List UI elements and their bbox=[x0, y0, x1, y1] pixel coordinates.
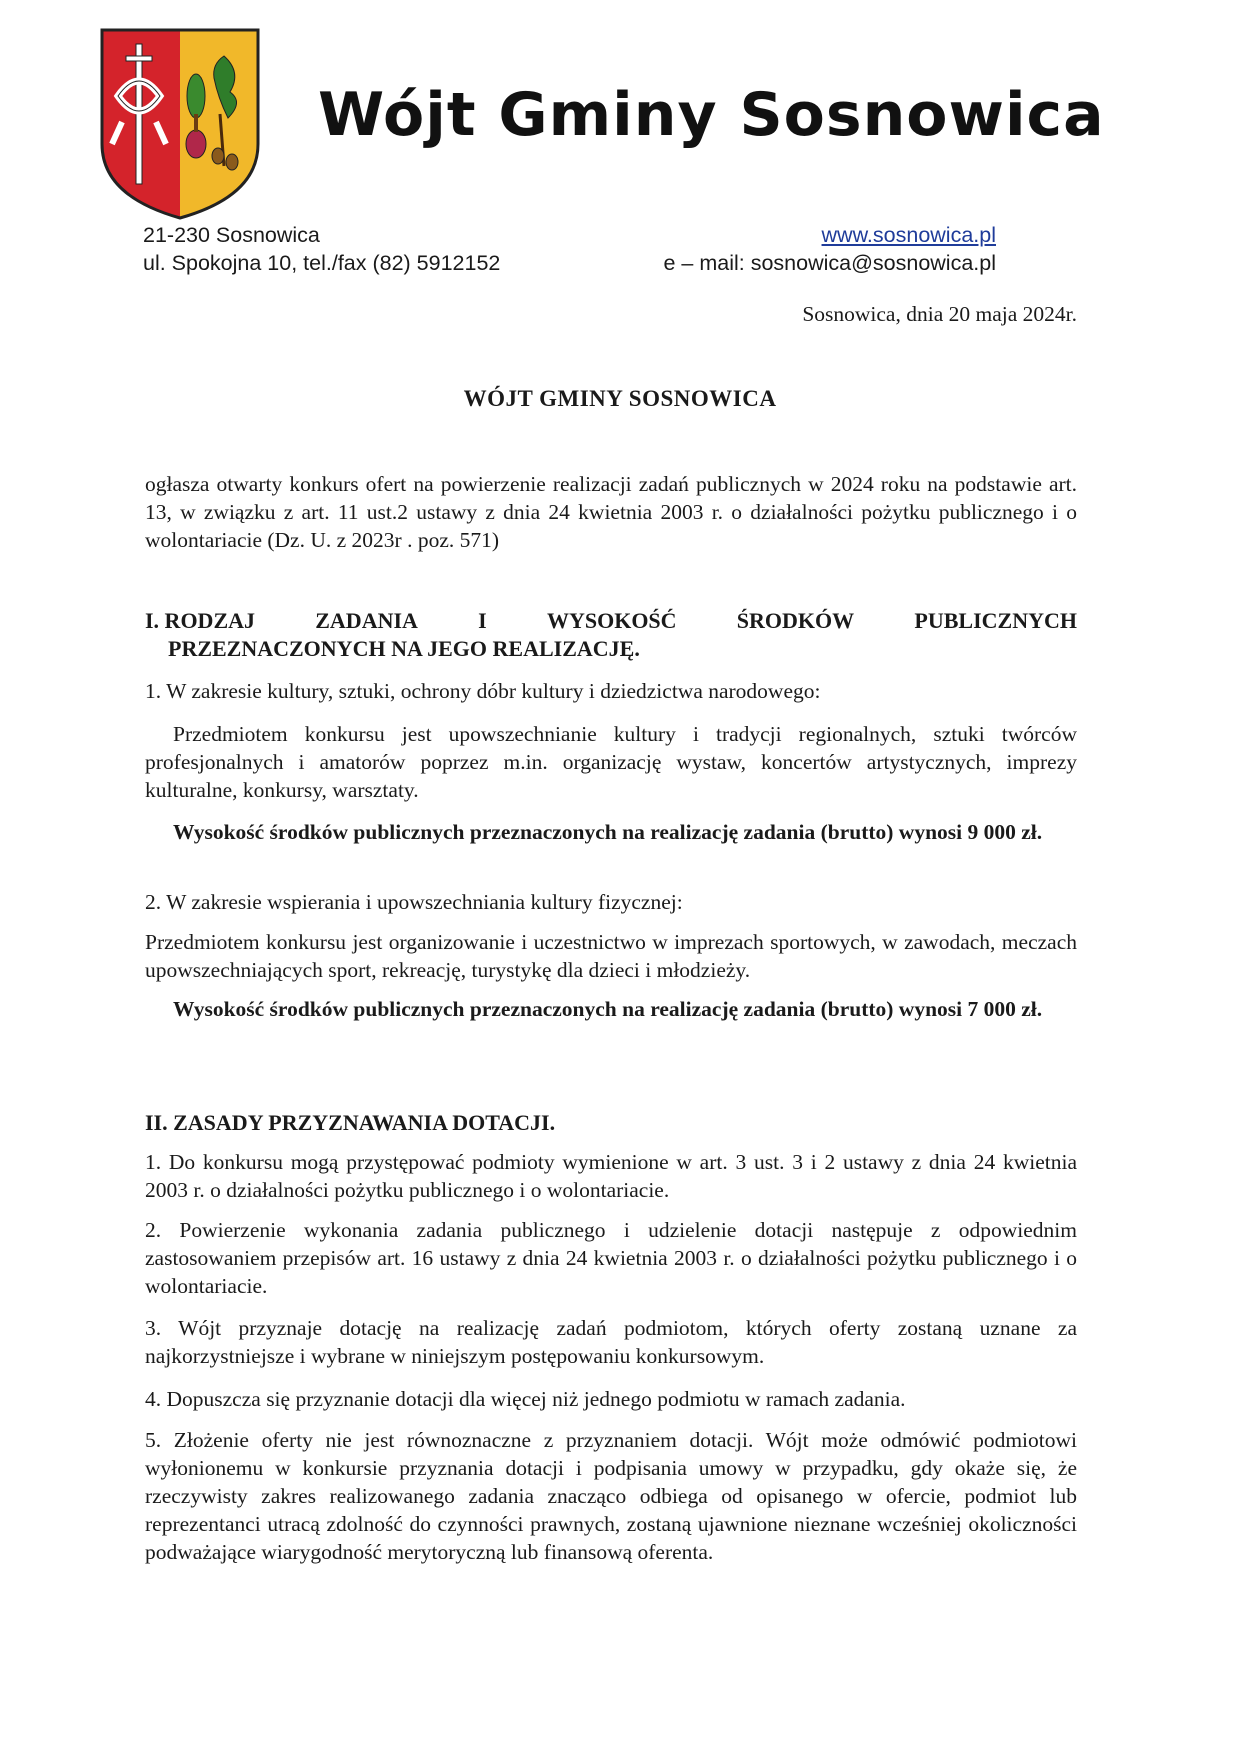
email-line: e – mail: sosnowica@sosnowica.pl bbox=[663, 251, 996, 275]
section-1-item-1-text: Przedmiotem konkursu jest upowszechnianie kultury i tradycji regionalnych, sztuki twórców profesjonalnych i amatorów poprzez m.in. organizację wystaw, koncertów artystycznych, imprezy kulturalne, konkursy, warsztaty. bbox=[145, 722, 1077, 802]
section-1-heading-line1 bbox=[145, 607, 1077, 635]
main-heading: WÓJT GMINY SOSNOWICA bbox=[463, 386, 777, 411]
heading-word: I bbox=[478, 608, 487, 633]
contact-web bbox=[663, 221, 996, 277]
section-2-paragraph-3: 3. Wójt przyznaje dotację na realizację zadań podmiotom, których oferty zostaną uznane za najkorzystniejsze i wybrane w niniejszym postępowaniu konkursowym. bbox=[145, 1316, 1077, 1368]
section-2-heading: II. ZASADY PRZYZNAWANIA DOTACJI. bbox=[145, 1110, 556, 1135]
section-2-paragraph-4: 4. Dopuszcza się przyznanie dotacji dla więcej niż jednego podmiotu w ramach zadania. bbox=[145, 1387, 906, 1411]
section-1-item-2-title: 2. W zakresie wspierania i upowszechniania kultury fizycznej: bbox=[145, 890, 683, 914]
intro-paragraph: ogłasza otwarty konkurs ofert na powierzenie realizacji zadań publicznych w 2024 roku na podstawie art. 13, w związku z art. 11 ust.2 ustawy z dnia 24 kwietnia 2003 r. o działalności pożytku publicznego i o wolontariacie (Dz. U. z 2023r . poz. 571) bbox=[145, 472, 1077, 552]
heading-word: WYSOKOŚĆ bbox=[546, 608, 677, 633]
coat-of-arms-icon bbox=[98, 26, 262, 222]
document-date: Sosnowica, dnia 20 maja 2024r. bbox=[802, 302, 1077, 326]
heading-word: ŚRODKÓW bbox=[736, 608, 855, 633]
org-title: Wójt Gminy Sosnowica bbox=[318, 80, 1105, 150]
section-1-item-2-text: Przedmiotem konkursu jest organizowanie i uczestnictwo w imprezach sportowych, w zawodach, meczach upowszechniających sport, rekreację, turystykę dla dzieci i młodzieży. bbox=[145, 930, 1077, 982]
section-2-paragraph-5: 5. Złożenie oferty nie jest równoznaczne z przyznaniem dotacji. Wójt może odmówić podmiotowi wyłonionemu w konkursie przyznania dotacji i podpisania umowy w przypadku, gdy okaże się, że rzeczywisty zakres realizowanego zadania znacząco odbiega od opisanego w ofercie, podmiot lub reprezentanci utracą zdolność do czynności prawnych, zostaną ujawnione nieznane wcześniej okoliczności podważające wiarygodność merytoryczną lub finansową oferenta. bbox=[145, 1428, 1077, 1564]
section-1-heading bbox=[145, 607, 1077, 663]
section-1-heading-line2: PRZEZNACZONYCH NA JEGO REALIZACJĘ. bbox=[168, 636, 640, 661]
contact-address bbox=[143, 221, 500, 277]
address-line-1: 21-230 Sosnowica bbox=[143, 223, 320, 247]
address-line-2: ul. Spokojna 10, tel./fax (82) 5912152 bbox=[143, 251, 501, 275]
heading-word: PUBLICZNYCH bbox=[914, 608, 1077, 633]
section-1-item-1-title: 1. W zakresie kultury, sztuki, ochrony dóbr kultury i dziedzictwa narodowego: bbox=[145, 679, 821, 703]
heading-word: ZADANIA bbox=[315, 608, 418, 633]
section-1-item-2-amount: Wysokość środków publicznych przeznaczonych na realizację zadania (brutto) wynosi 7 000 zł. bbox=[173, 997, 1043, 1021]
section-2-paragraph-2: 2. Powierzenie wykonania zadania publicznego i udzielenie dotacji następuje z odpowiednim zastosowaniem przepisów art. 16 ustawy z dnia 24 kwietnia 2003 r. o działalności pożytku publicznego i o wolontariacie. bbox=[145, 1218, 1077, 1298]
section-1-item-1-amount: Wysokość środków publicznych przeznaczonych na realizację zadania (brutto) wynosi 9 000 zł. bbox=[173, 820, 1043, 844]
section-2-paragraph-1: 1. Do konkursu mogą przystępować podmioty wymienione w art. 3 ust. 3 i 2 ustawy z dnia 24 kwietnia 2003 r. o działalności pożytku publicznego i o wolontariacie. bbox=[145, 1150, 1077, 1202]
heading-word: I. RODZAJ bbox=[145, 608, 256, 633]
website-link[interactable]: www.sosnowica.pl bbox=[821, 223, 996, 247]
